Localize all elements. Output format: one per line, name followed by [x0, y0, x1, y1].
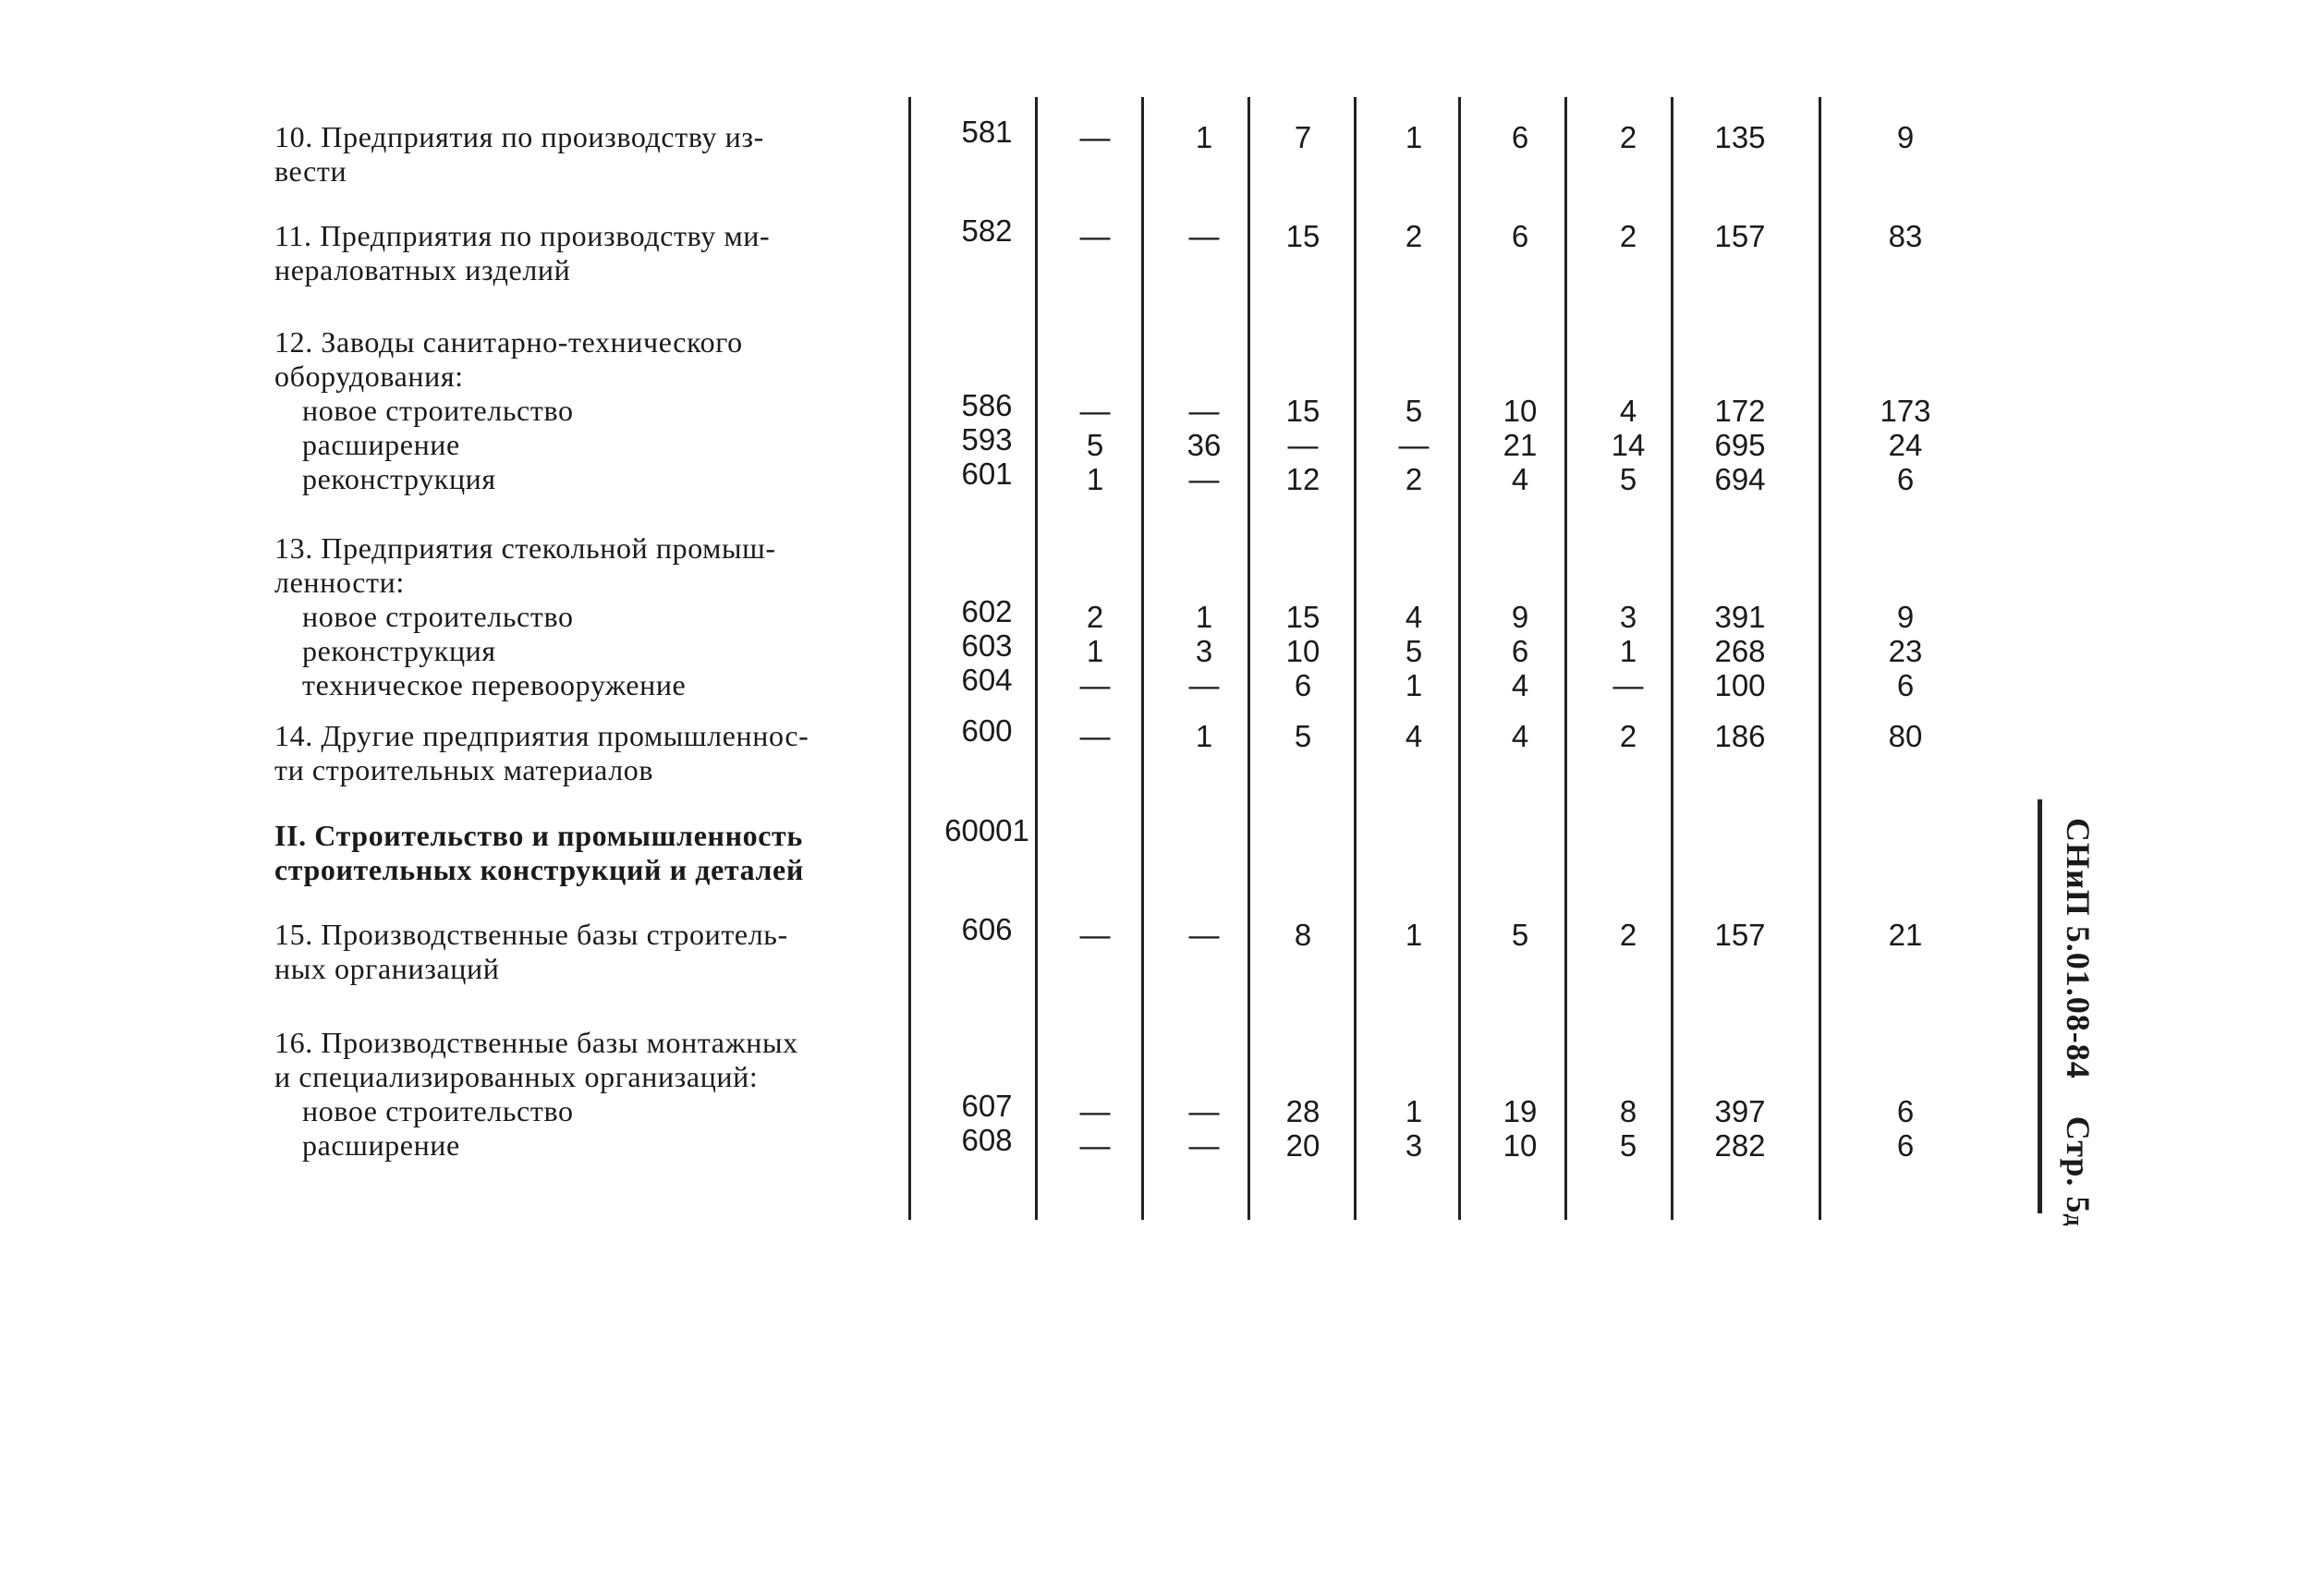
value-cell: 10 — [1285, 634, 1320, 668]
object-code: 593 — [961, 422, 1013, 457]
page-sub: д — [2062, 1213, 2088, 1227]
row-label-line: 13. Предприятия стекольной промыш- — [274, 531, 776, 565]
value-cell: 4 — [1619, 394, 1637, 428]
value-cell: 80 — [1888, 719, 1923, 753]
value-cell: — — [1287, 428, 1319, 462]
value-cell: 10 — [1503, 394, 1538, 428]
object-code: 606 — [961, 912, 1013, 946]
value-cell: 24 — [1888, 428, 1923, 462]
column-rule — [1819, 97, 1821, 1220]
row-label — [274, 918, 905, 986]
value-cell: 1 — [1195, 120, 1213, 154]
value-cell: 6 — [1294, 668, 1312, 702]
value-cell: — — [1188, 1094, 1220, 1128]
value-cell: — — [1079, 1094, 1111, 1128]
row-label — [274, 719, 905, 787]
value-cell: 3 — [1195, 634, 1213, 668]
row-sub-label: новое строительство — [302, 1094, 574, 1127]
value-cell: — — [1079, 668, 1111, 702]
row-sub-label: расширение — [302, 428, 460, 461]
value-cell: 4 — [1511, 719, 1529, 753]
value-cell: 1 — [1195, 719, 1213, 753]
row-label-line: 14. Другие предприятия промышленнос- — [274, 719, 809, 752]
value-cell: 282 — [1714, 1128, 1766, 1163]
row-sub-label: реконструкция — [302, 634, 496, 667]
value-cell: — — [1188, 1128, 1220, 1163]
value-cell: 391 — [1714, 600, 1766, 634]
value-cell: 1 — [1405, 668, 1423, 702]
value-cell: 15 — [1285, 219, 1320, 253]
value-cell: — — [1079, 120, 1111, 154]
row-label-line: 16. Производственные базы монтажных — [274, 1026, 798, 1059]
row-label-line: II. Строительство и промышленность — [274, 819, 803, 852]
value-cell: 83 — [1888, 219, 1923, 253]
row-label-line: и специализированных организаций: — [274, 1060, 759, 1093]
value-cell: 4 — [1511, 668, 1529, 702]
row-label-line: ных организаций — [274, 952, 500, 985]
value-cell: 4 — [1511, 462, 1529, 496]
page-label: Стр. 5 — [2060, 1115, 2097, 1214]
row-label-line: 12. Заводы санитарно-технического — [274, 325, 743, 359]
value-cell: 173 — [1880, 394, 1931, 428]
value-cell: 2 — [1619, 918, 1637, 952]
row-label-line: ленности: — [274, 566, 405, 599]
value-cell: 8 — [1619, 1094, 1637, 1128]
value-cell: 1 — [1405, 1094, 1423, 1128]
value-cell: 5 — [1619, 1128, 1637, 1163]
stamp-rule — [2038, 799, 2042, 1213]
value-cell: 695 — [1714, 428, 1766, 462]
object-code: 604 — [961, 663, 1013, 697]
value-cell: 6 — [1896, 462, 1915, 496]
value-cell: — — [1188, 394, 1220, 428]
row-label-line: вести — [274, 154, 347, 188]
value-cell: 5 — [1086, 428, 1104, 462]
page-stamp — [2059, 818, 2098, 1227]
value-cell: 1 — [1405, 120, 1423, 154]
value-cell: 1 — [1195, 600, 1213, 634]
object-code: 582 — [961, 213, 1013, 248]
value-cell: 4 — [1405, 719, 1423, 753]
value-cell: 7 — [1294, 120, 1312, 154]
object-code: 608 — [961, 1123, 1013, 1157]
value-cell: 6 — [1511, 120, 1529, 154]
row-label — [274, 219, 905, 287]
value-cell: 100 — [1714, 668, 1766, 702]
row-sub-label: техническое перевооружение — [302, 668, 687, 701]
value-cell: 694 — [1714, 462, 1766, 496]
value-cell: 2 — [1405, 219, 1423, 253]
value-cell: 21 — [1888, 918, 1923, 952]
object-code: 602 — [961, 594, 1013, 628]
value-cell: 36 — [1186, 428, 1222, 462]
value-cell: 6 — [1896, 1094, 1915, 1128]
row-label-line: 10. Предприятия по производству из- — [274, 120, 764, 153]
value-cell: 15 — [1285, 394, 1320, 428]
value-cell: 2 — [1405, 462, 1423, 496]
row-label — [274, 1026, 905, 1163]
row-label — [274, 531, 905, 702]
value-cell: 186 — [1714, 719, 1766, 753]
value-cell: 15 — [1285, 600, 1320, 634]
row-sub-label: расширение — [302, 1128, 460, 1162]
column-rule — [1354, 97, 1357, 1220]
value-cell: — — [1079, 918, 1111, 952]
value-cell: 2 — [1619, 120, 1637, 154]
column-rule — [1141, 97, 1144, 1220]
object-code: 607 — [961, 1089, 1013, 1123]
object-code: 603 — [961, 628, 1013, 663]
value-cell: 19 — [1503, 1094, 1538, 1128]
object-code: 60001 — [944, 813, 1029, 847]
value-cell: 6 — [1511, 219, 1529, 253]
value-cell: 135 — [1714, 120, 1766, 154]
value-cell: 6 — [1511, 634, 1529, 668]
value-cell: — — [1079, 394, 1111, 428]
value-cell: 23 — [1888, 634, 1923, 668]
row-label — [274, 819, 905, 887]
value-cell: 2 — [1619, 219, 1637, 253]
value-cell: 5 — [1405, 394, 1423, 428]
value-cell: — — [1188, 668, 1220, 702]
value-cell: 9 — [1896, 600, 1915, 634]
row-label-line: 11. Предприятия по производству ми- — [274, 219, 771, 252]
value-cell: 268 — [1714, 634, 1766, 668]
row-label-line: строительных конструкций и деталей — [274, 853, 804, 886]
row-label — [274, 325, 905, 496]
value-cell: 172 — [1714, 394, 1766, 428]
value-cell: — — [1398, 428, 1430, 462]
value-cell: — — [1079, 719, 1111, 753]
row-label-line: оборудования: — [274, 359, 464, 393]
value-cell: 2 — [1619, 719, 1637, 753]
value-cell: 2 — [1086, 600, 1104, 634]
row-sub-label: новое строительство — [302, 394, 574, 427]
value-cell: — — [1079, 219, 1111, 253]
value-cell: 14 — [1611, 428, 1646, 462]
row-sub-label: реконструкция — [302, 462, 496, 495]
value-cell: 10 — [1503, 1128, 1538, 1163]
value-cell: 28 — [1285, 1094, 1320, 1128]
value-cell: 8 — [1294, 918, 1312, 952]
value-cell: 3 — [1619, 600, 1637, 634]
object-code: 601 — [961, 457, 1013, 491]
value-cell: — — [1079, 1128, 1111, 1163]
value-cell: 1 — [1086, 634, 1104, 668]
value-cell: 4 — [1405, 600, 1423, 634]
value-cell: 9 — [1896, 120, 1915, 154]
column-rule — [908, 97, 911, 1220]
value-cell: 1 — [1086, 462, 1104, 496]
object-code: 586 — [961, 388, 1013, 422]
doc-code: СНиП 5.01.08-84 — [2060, 818, 2097, 1079]
value-cell: 9 — [1511, 600, 1529, 634]
value-cell: 21 — [1503, 428, 1538, 462]
value-cell: 5 — [1511, 918, 1529, 952]
value-cell: 1 — [1405, 918, 1423, 952]
value-cell: — — [1188, 918, 1220, 952]
value-cell: 1 — [1619, 634, 1637, 668]
value-cell: 5 — [1294, 719, 1312, 753]
value-cell: 5 — [1619, 462, 1637, 496]
value-cell: 5 — [1405, 634, 1423, 668]
row-label-line: ти строительных материалов — [274, 753, 654, 786]
object-code: 600 — [961, 713, 1013, 748]
value-cell: 6 — [1896, 668, 1915, 702]
value-cell: 397 — [1714, 1094, 1766, 1128]
row-label-line: 15. Производственные базы строитель- — [274, 918, 788, 951]
value-cell: — — [1188, 462, 1220, 496]
value-cell: 3 — [1405, 1128, 1423, 1163]
row-label — [274, 120, 905, 189]
value-cell: 6 — [1896, 1128, 1915, 1163]
value-cell: 157 — [1714, 219, 1766, 253]
value-cell: — — [1612, 668, 1644, 702]
value-cell: 20 — [1285, 1128, 1320, 1163]
object-code: 581 — [961, 115, 1013, 149]
row-sub-label: новое строительство — [302, 600, 574, 633]
value-cell: 157 — [1714, 918, 1766, 952]
value-cell: — — [1188, 219, 1220, 253]
row-label-line: нераловатных изделий — [274, 253, 571, 286]
value-cell: 12 — [1285, 462, 1320, 496]
